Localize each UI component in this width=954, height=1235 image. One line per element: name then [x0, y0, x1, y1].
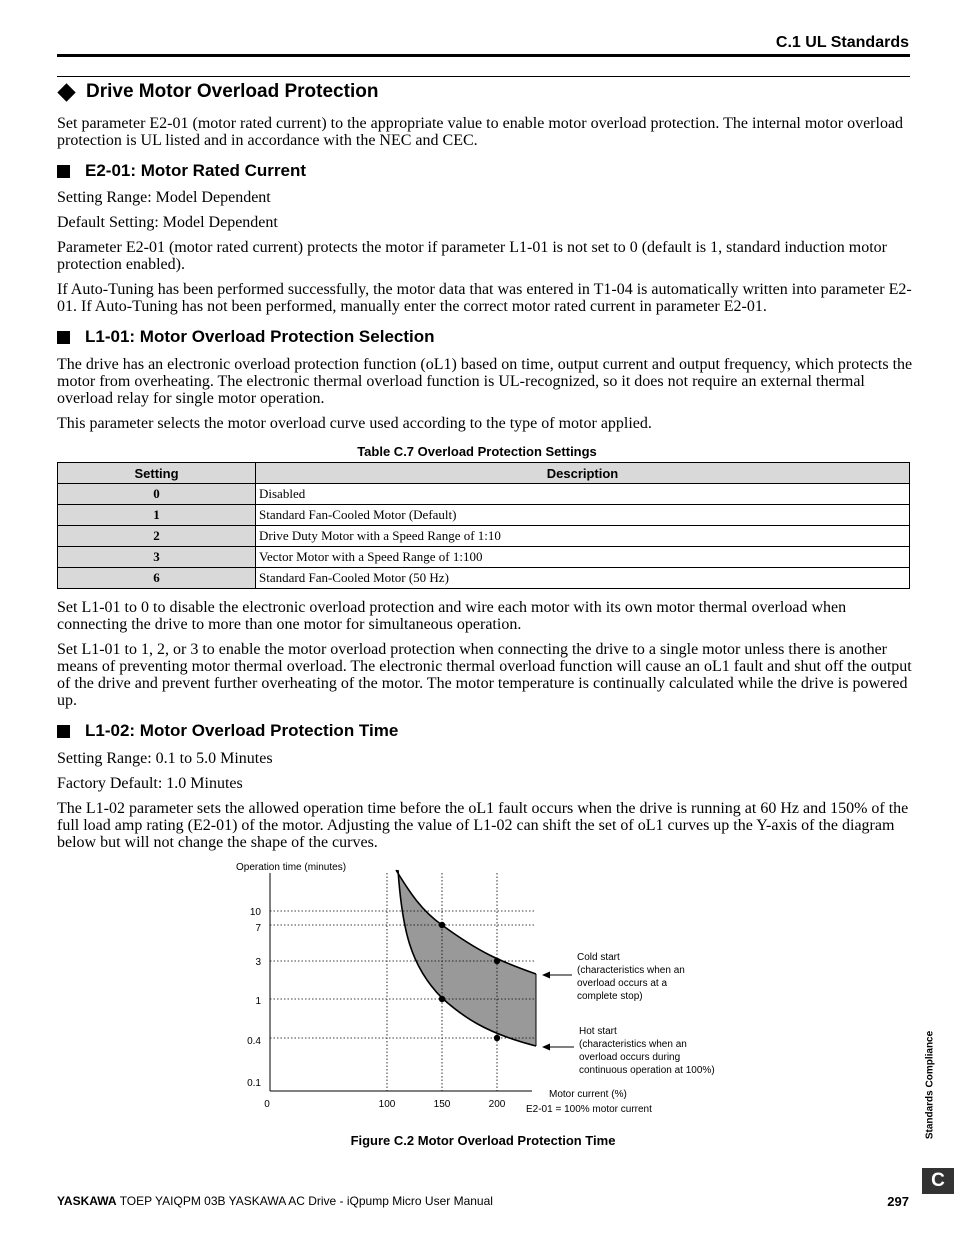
table-header-row: [58, 463, 910, 484]
footer-brand: YASKAWA: [57, 1194, 117, 1208]
table-row: [58, 505, 910, 526]
hot-start-point: [494, 1035, 500, 1041]
l101-p4: Set L1-01 to 1, 2, or 3 to enable the motor overload protection when connecting the drive to a single motor unless there is another means of preventing motor thermal overload. The electronic thermal overload function will cause an oL1 fault and shut off the output of the drive and prevent further overheating of the motor. The motor temperature is continually calculated while the drive is powered up.: [57, 641, 912, 709]
annotation-line: continuous operation at 100%): [579, 1065, 715, 1076]
overload-settings-table: [57, 462, 910, 589]
footer-text: TOEP YAIQPM 03B YASKAWA AC Drive - iQpump Micro User Manual: [116, 1194, 493, 1208]
x-tick-labels: [264, 1099, 506, 1110]
e201-range: Setting Range: Model Dependent: [57, 189, 271, 206]
figure-caption: Figure C.2 Motor Overload Protection Time: [350, 1133, 616, 1148]
table-header-description: Description: [256, 463, 910, 484]
y-tick-label: 7: [255, 923, 261, 934]
side-tab-label: [918, 1015, 942, 1155]
x-tick-label: 200: [488, 1099, 506, 1110]
setting-cell: 1: [58, 505, 256, 526]
hot-start-point: [439, 996, 445, 1002]
table-caption: Table C.7 Overload Protection Settings: [357, 444, 597, 459]
l102-p1: The L1-02 parameter sets the allowed operation time before the oL1 fault occurs when the drive is running at 60 Hz and 150% of the full load amp rating (E2-01) of the motor. Adjusting the value of L1-02 can shift the set of oL1 curves up the Y-axis of the diagram below but will not change the shape of the curves.: [57, 800, 909, 851]
annotation-line: Hot start: [579, 1026, 617, 1037]
section-title: Drive Motor Overload Protection: [86, 81, 379, 102]
y-axis-title: [236, 862, 346, 873]
setting-cell: 0: [58, 484, 256, 505]
side-tab-text: Standards Compliance: [924, 1030, 936, 1140]
cold-start-annotation: [542, 952, 685, 1002]
page-number: 297: [887, 1194, 909, 1209]
description-cell: Standard Fan-Cooled Motor (50 Hz): [256, 568, 910, 589]
table-row: [58, 568, 910, 589]
page-header-title: C.1 UL Standards: [775, 34, 909, 51]
hot-start-annotation: [542, 1026, 715, 1076]
y-tick-label: 3: [255, 957, 261, 968]
y-axis-label: Operation time (minutes): [236, 862, 347, 873]
annotation-line: (characteristics when an: [579, 1039, 687, 1050]
x-tick-label: 150: [433, 1099, 451, 1110]
square-bullet-icon: [57, 165, 70, 178]
e201-heading-text: E2-01: Motor Rated Current: [85, 161, 307, 180]
table-row: [58, 547, 910, 568]
shaded-region: [396, 870, 536, 1046]
l101-p1: The drive has an electronic overload protection function (oL1) based on time, output current and output frequency, which protects the motor from overheating. The electronic thermal overload function is UL-recognized, so it does not require an external thermal overload relay for single motor operation.: [57, 356, 913, 407]
table-row: [58, 526, 910, 547]
x-axis-label: Motor current (%): [549, 1089, 627, 1100]
description-cell: Standard Fan-Cooled Motor (Default): [256, 505, 910, 526]
square-bullet-icon: [57, 725, 70, 738]
y-tick-labels: [247, 907, 261, 1089]
table-header-setting: Setting: [58, 463, 256, 484]
footer: [57, 1194, 493, 1208]
cold-start-point: [439, 922, 445, 928]
description-cell: Drive Duty Motor with a Speed Range of 1:10: [256, 526, 910, 547]
section-heading: [57, 81, 378, 103]
setting-cell: 6: [58, 568, 256, 589]
e201-heading: [57, 161, 306, 181]
l101-heading-text: L1-01: Motor Overload Protection Selection: [85, 327, 435, 346]
e201-p2: If Auto-Tuning has been performed successfully, the motor data that was entered in T1-04 is automatically written into parameter E2-01. If Auto-Tuning has not been performed, manually enter the correct motor rated current in parameter E2-01.: [57, 281, 912, 315]
l102-default: Factory Default: 1.0 Minutes: [57, 775, 243, 792]
y-tick-label: 1: [255, 996, 261, 1007]
section-rule: [57, 76, 910, 77]
annotation-line: overload occurs during: [579, 1052, 681, 1063]
square-bullet-icon: [57, 331, 70, 344]
e201-default: Default Setting: Model Dependent: [57, 214, 278, 231]
l102-heading-text: L1-02: Motor Overload Protection Time: [85, 721, 399, 740]
y-tick-label: 0.4: [247, 1036, 261, 1047]
e201-p1: Parameter E2-01 (motor rated current) protects the motor if parameter L1-01 is not set to 0 (default is 1, standard induction motor protection enabled).: [57, 239, 887, 273]
section-intro: Set parameter E2-01 (motor rated current) to the appropriate value to enable motor overload protection. The internal motor overload protection is UL listed and in accordance with the NEC and CEC.: [57, 115, 904, 149]
x-tick-label: 0: [264, 1099, 270, 1110]
cold-start-point: [494, 958, 500, 964]
y-tick-label: 0.1: [247, 1078, 261, 1089]
x-axis-note: E2-01 = 100% motor current: [526, 1104, 652, 1115]
setting-cell: 3: [58, 547, 256, 568]
y-tick-label: 10: [249, 907, 261, 918]
annotation-line: Cold start: [577, 952, 620, 963]
l101-p3: Set L1-01 to 0 to disable the electronic overload protection and wire each motor with its own motor thermal overload when connecting the drive to more than one motor for simultaneous operation.: [57, 599, 847, 633]
table-row: [58, 484, 910, 505]
l102-range: Setting Range: 0.1 to 5.0 Minutes: [57, 750, 273, 767]
l102-heading: [57, 721, 398, 741]
l101-p2: This parameter selects the motor overload curve used according to the type of motor applied.: [57, 415, 652, 432]
l101-heading: [57, 327, 435, 347]
annotation-line: complete stop): [577, 991, 643, 1002]
annotation-line: overload occurs at a: [577, 978, 668, 989]
description-cell: Vector Motor with a Speed Range of 1:100: [256, 547, 910, 568]
x-tick-label: 100: [378, 1099, 396, 1110]
appendix-tab: C: [922, 1168, 954, 1194]
header-rule: [57, 54, 910, 57]
diamond-bullet-icon: [57, 83, 75, 101]
annotation-line: (characteristics when an: [577, 965, 685, 976]
description-cell: Disabled: [256, 484, 910, 505]
overload-chart: [230, 858, 740, 1120]
setting-cell: 2: [58, 526, 256, 547]
